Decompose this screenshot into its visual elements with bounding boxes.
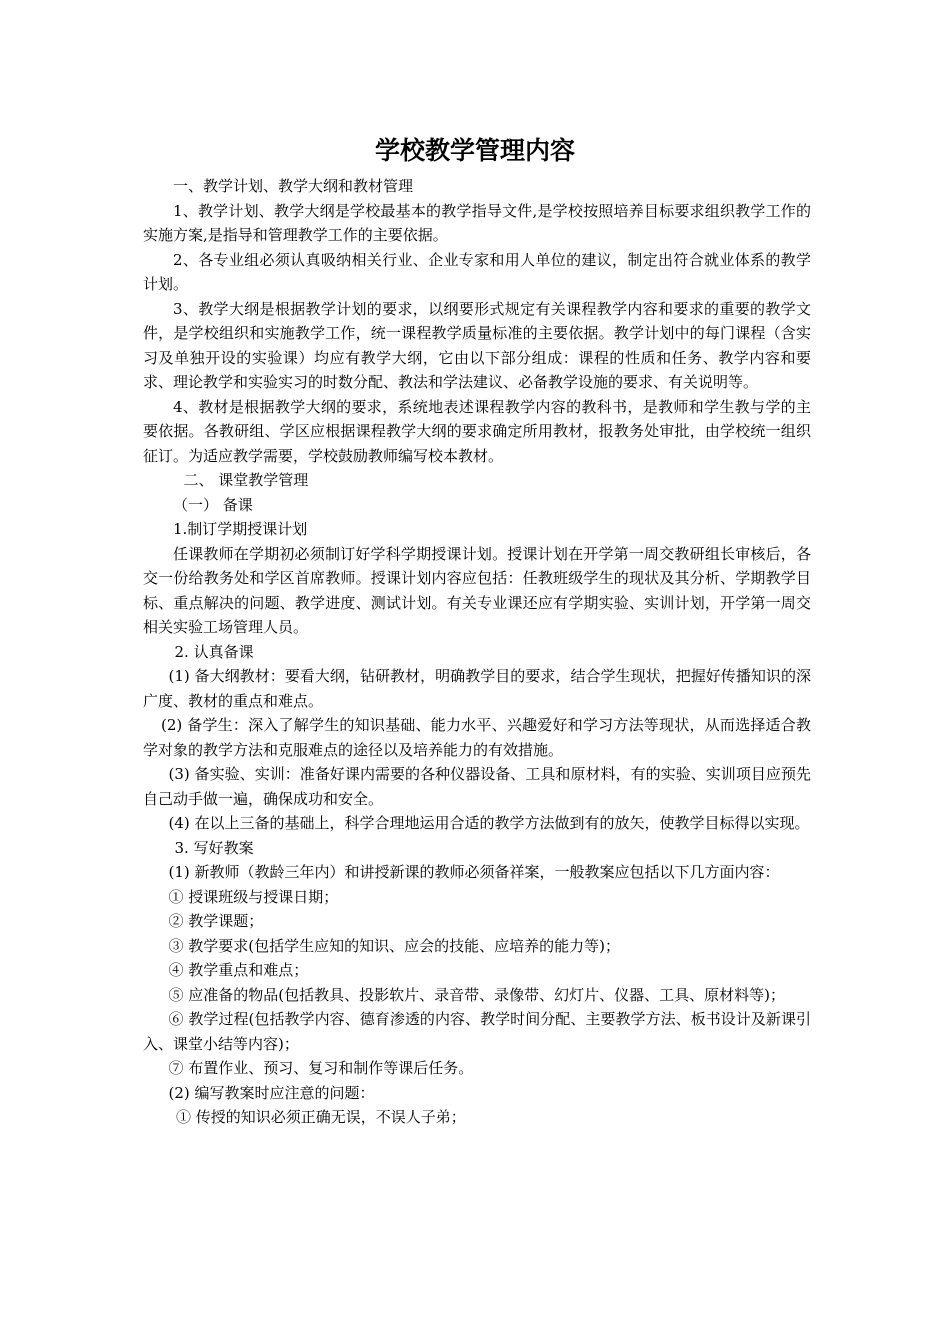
subsection-item-heading: 3. 写好教案 bbox=[174, 838, 254, 857]
list-item: ⑥ 教学过程(包括教学内容、德育渗透的内容、教学时间分配、主要教学方法、板书设计及新课引入、课堂小结等内容)； bbox=[143, 1010, 811, 1053]
subsection-heading: （一） 备课 bbox=[173, 495, 253, 514]
paragraph: (1) 新教师（教龄三年内）和讲授新课的教师必须备祥案，一般教案应包括以下几方面内容： bbox=[168, 863, 780, 881]
paragraph: 4、教材是根据教学大纲的要求，系统地表述课程教学内容的教科书，是教师和学生教与学的主要依据。各教研组、学区应根据课程教学大纲的要求确定所用教材，报教务处审批，由学校统一组织征订。为适应教学需要，学校鼓励教师编写校本教材。 bbox=[143, 397, 811, 465]
paragraph: (3) 备实验、实训：准备好课内需要的各种仪器设备、工具和原材料，有的实验、实训项目应预先自己动手做一遍，确保成功和安全。 bbox=[143, 765, 811, 808]
list-item: ④ 教学重点和难点； bbox=[168, 961, 309, 979]
list-item: ① 传授的知识必须正确无误，不误人子弟； bbox=[176, 1108, 466, 1126]
list-item: ② 教学课题； bbox=[168, 912, 264, 930]
list-item: ① 授课班级与授课日期； bbox=[168, 887, 339, 906]
paragraph: (1) 备大纲教材：要看大纲，钻研教材，明确教学目的要求，结合学生现状，把握好传播知识的深广度、教材的重点和难点。 bbox=[143, 667, 811, 710]
paragraph: (4) 在以上三备的基础上，科学合理地运用合适的教学方法做到有的放矢，使教学目标得以实现。 bbox=[168, 814, 810, 832]
list-item: ③ 教学要求(包括学生应知的知识、应会的技能、应培养的能力等)； bbox=[168, 936, 620, 955]
paragraph: (2) 备学生：深入了解学生的知识基础、能力水平、兴趣爱好和学习方法等现状，从而选择适合教学对象的教学方法和克服难点的途径以及培养能力的有效措施。 bbox=[143, 716, 811, 759]
paragraph: 2、各专业组必须认真吸纳相关行业、企业专家和用人单位的建议，制定出符合就业体系的教学计划。 bbox=[143, 250, 811, 293]
document-body bbox=[143, 174, 811, 1130]
subsection-item-heading: 2. 认真备课 bbox=[174, 642, 254, 661]
document-title: 学校教学管理内容 bbox=[374, 136, 575, 165]
paragraph: 3、教学大纲是根据教学计划的要求，以纲要形式规定有关课程教学内容和要求的重要的教学文件，是学校组织和实施教学工作，统一课程教学质量标准的主要依据。教学计划中的每门课程（含实习及单独开设的实验课）均应有教学大纲，它由以下部分组成：课程的性质和任务、教学内容和要求、理论教学和实验实习的时数分配、教法和学法建议、必备教学设施的要求、有关说明等。 bbox=[143, 299, 811, 391]
list-item: ⑤ 应准备的物品(包括教具、投影软片、录音带、录像带、幻灯片、仪器、工具、原材料等)； bbox=[168, 985, 785, 1004]
section-heading-1: 一、教学计划、教学大纲和教材管理 bbox=[173, 177, 414, 195]
paragraph: 1、教学计划、教学大纲是学校最基本的教学指导文件,是学校按照培养目标要求组织教学工作的实施方案,是指导和管理教学工作的主要依据。 bbox=[143, 201, 811, 244]
paragraph: 任课教师在学期初必须制订好学科学期授课计划。授课计划在开学第一周交教研组长审核后，各交一份给教务处和学区首席教师。授课计划内容应包括：任教班级学生的现状及其分析、学期教学目标、重点解决的问题、教学进度、测试计划。有关专业课还应有学期实验、实训计划，开学第一周交相关实验工场管理人员。 bbox=[143, 544, 811, 636]
paragraph: (2) 编写教案时应注意的问题： bbox=[168, 1083, 375, 1102]
section-heading-2: 二、 课堂教学管理 bbox=[183, 471, 309, 489]
list-item: ⑦ 布置作业、预习、复习和制作等课后任务。 bbox=[168, 1059, 474, 1077]
subsection-item-heading: 1.制订学期授课计划 bbox=[173, 520, 308, 538]
